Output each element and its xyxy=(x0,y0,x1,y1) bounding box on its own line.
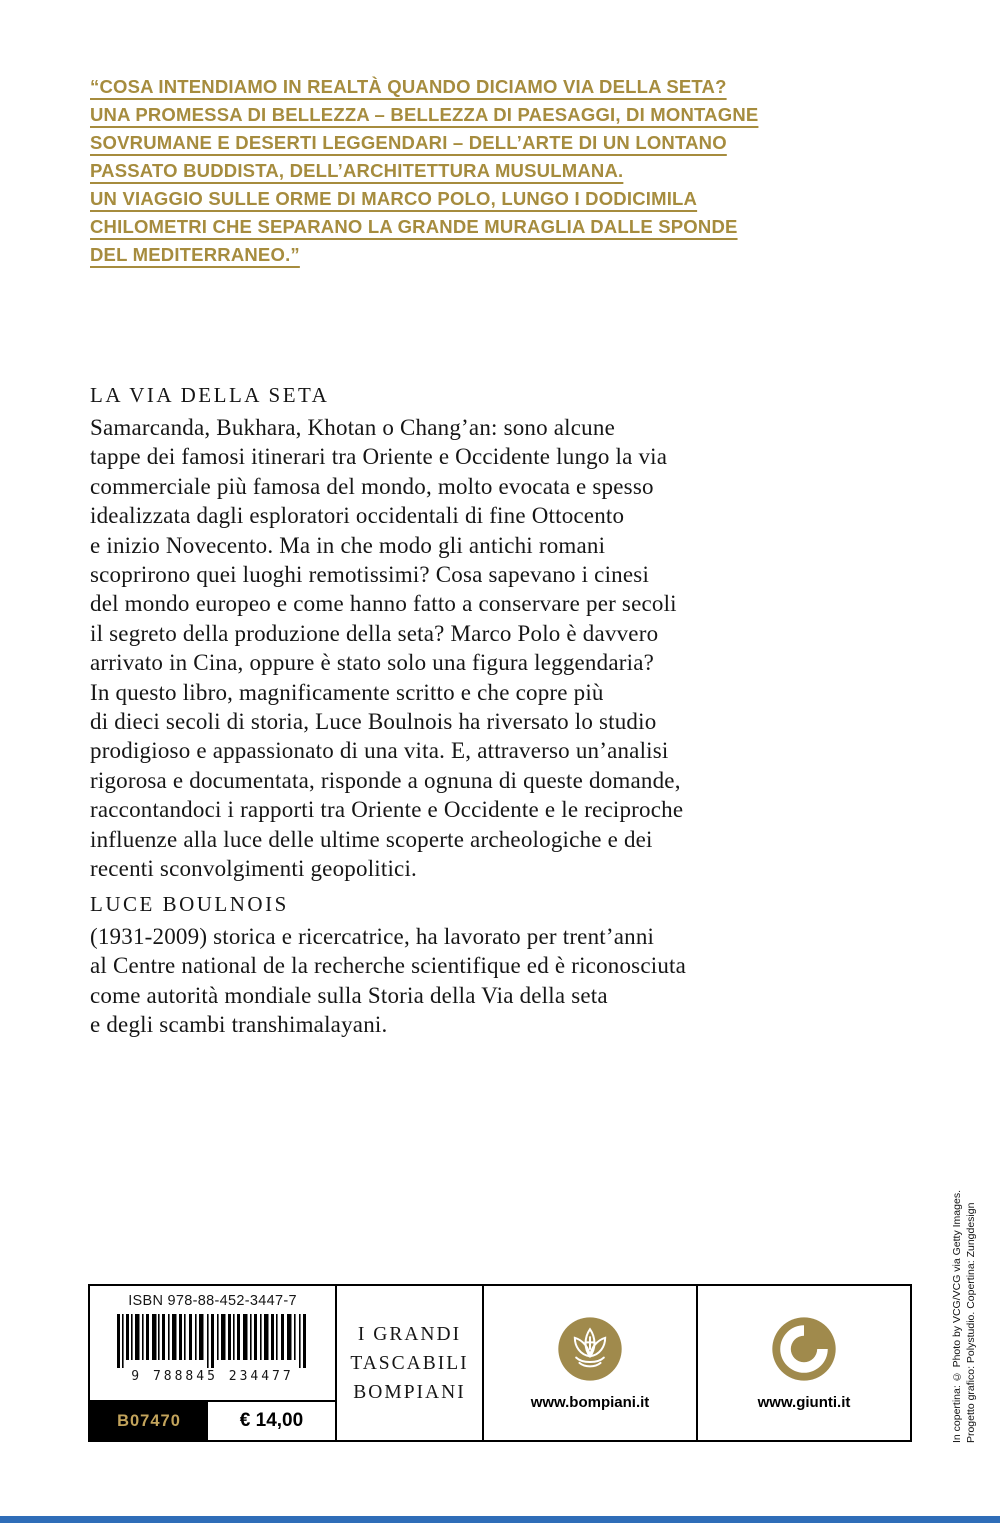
synopsis-line: Samarcanda, Bukhara, Khotan o Chang’an: sono alcune xyxy=(90,415,615,440)
synopsis-text xyxy=(90,413,683,884)
price: € 14,00 xyxy=(239,1410,304,1431)
author-section xyxy=(90,889,686,1040)
synopsis-line: arrivato in Cina, oppure è stato solo una figura leggendaria? xyxy=(90,650,655,676)
isbn-area xyxy=(90,1286,335,1400)
synopsis-line: recenti sconvolgimenti geopolitici. xyxy=(90,856,418,882)
quote-line: “COSA INTENDIAMO IN REALTÀ QUANDO DICIAMO VIA DELLA SETA? xyxy=(90,76,727,97)
series-line: I GRANDI xyxy=(357,1323,462,1345)
giunti-url: www.giunti.it xyxy=(757,1393,851,1411)
synopsis-line: scoprirono quei luoghi remotissimi? Cosa sapevano i cinesi xyxy=(90,562,650,588)
synopsis-line: influenze alla luce delle ultime scoperte archeologiche e dei xyxy=(90,826,653,852)
author-bio-line: e degli scambi transhimalayani. xyxy=(90,1012,388,1038)
bompiani-url: www.bompiani.it xyxy=(530,1393,650,1411)
photo-credits xyxy=(950,1190,978,1443)
synopsis-line: il segreto della produzione della seta? Marco Polo è davvero xyxy=(90,620,659,646)
quote-line: UNA PROMESSA DI BELLEZZA – BELLEZZA DI PAESAGGI, DI MONTAGNE xyxy=(90,104,759,125)
giunti-logo-icon xyxy=(771,1316,837,1382)
quote-line: CHILOMETRI CHE SEPARANO LA GRANDE MURAGLIA DALLE SPONDE xyxy=(90,216,738,237)
author-bio-line: (1931-2009) storica e ricercatrice, ha lavorato per trent’anni xyxy=(90,924,655,949)
quote-line: SOVRUMANE E DESERTI LEGGENDARI – DELL’ARTE DI UN LONTANO xyxy=(90,132,727,153)
price-row xyxy=(90,1400,335,1440)
synopsis-line: di dieci secoli di storia, Luce Boulnois ha riversato lo studio xyxy=(90,709,657,735)
synopsis-line: prodigioso e appassionato di una vita. E, attraverso un’analisi xyxy=(90,738,669,764)
product-code: B07470 xyxy=(90,1402,208,1440)
credits-line: In copertina: © Photo by VCG/VCG via Getty Images. xyxy=(951,1189,963,1443)
quote-line: DEL MEDITERRANEO.” xyxy=(90,244,300,265)
bottom-blue-bar xyxy=(0,1516,1000,1523)
series-line: TASCABILI xyxy=(350,1352,469,1374)
synopsis-line: raccontandoci i rapporti tra Oriente e Occidente e le reciproche xyxy=(90,797,684,823)
quote-line: UN VIAGGIO SULLE ORME DI MARCO POLO, LUNGO I DODICIMILA xyxy=(90,188,698,209)
giunti-block xyxy=(698,1286,910,1440)
series-label xyxy=(337,1286,484,1440)
synopsis-section xyxy=(90,380,683,884)
synopsis-line: commerciale più famosa del mondo, molto evocata e spesso xyxy=(90,473,654,499)
series-line: BOMPIANI xyxy=(353,1381,466,1403)
author-heading: LUCE BOULNOIS xyxy=(90,892,289,916)
bompiani-block xyxy=(484,1286,698,1440)
synopsis-line: idealizzata dagli esploratori occidentali di fine Ottocento xyxy=(90,503,625,529)
barcode xyxy=(117,1314,309,1368)
synopsis-line: In questo libro, magnificamente scritto e che copre più xyxy=(90,679,604,705)
author-bio xyxy=(90,922,686,1040)
synopsis-heading: LA VIA DELLA SETA xyxy=(90,383,330,407)
synopsis-line: e inizio Novecento. Ma in che modo gli antichi romani xyxy=(90,532,606,558)
isbn-label: ISBN 978-88-452-3447-7 xyxy=(128,1293,297,1309)
isbn-block xyxy=(90,1286,337,1440)
credits-line: Progetto grafico: Polystudio. Copertina: Zungdesign xyxy=(965,1202,977,1443)
quote-line: PASSATO BUDDISTA, DELL’ARCHITETTURA MUSULMANA. xyxy=(90,160,624,181)
isbn-digits: 9 788845 234477 xyxy=(131,1369,294,1384)
bompiani-logo-icon xyxy=(557,1316,623,1382)
synopsis-line: tappe dei famosi itinerari tra Oriente e Occidente lungo la via xyxy=(90,444,668,470)
author-bio-line: come autorità mondiale sulla Storia della Via della seta xyxy=(90,982,608,1008)
synopsis-line: del mondo europeo e come hanno fatto a conservare per secoli xyxy=(90,591,677,617)
author-bio-line: al Centre national de la recherche scientifique ed è riconosciuta xyxy=(90,953,687,979)
synopsis-line: rigorosa e documentata, risponde a ognuna di queste domande, xyxy=(90,767,681,793)
cover-quote xyxy=(90,73,758,269)
footer xyxy=(88,1284,912,1442)
